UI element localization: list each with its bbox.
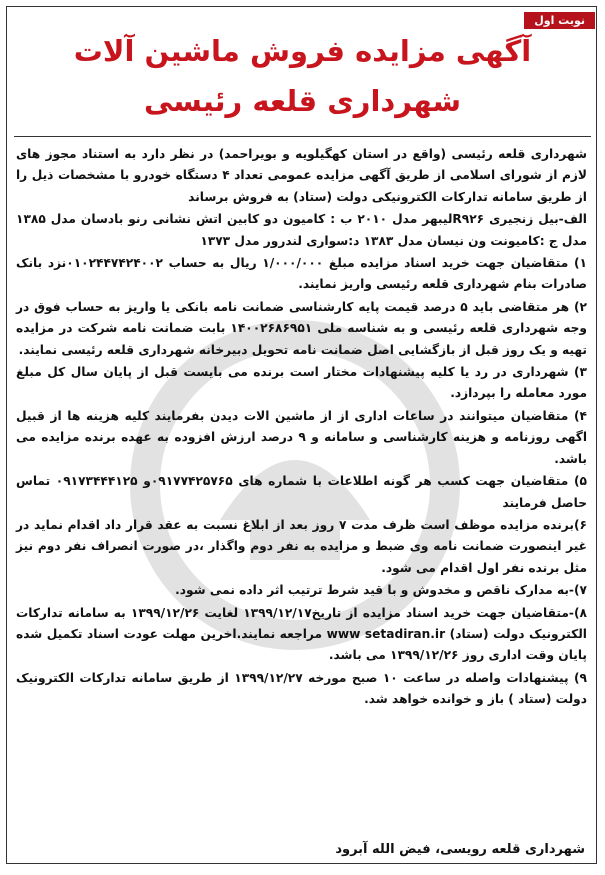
clause-3: ۳) شهرداری در رد یا کلیه پیشنهادات مختار است برنده می بایست قبل از پایان سال کل مبلغ مورد معامله را بپردازد. (16, 365, 587, 401)
municipality-title: شهرداری قلعه رئیسی (143, 84, 462, 118)
clause-8: ۸)-متقاضیان جهت خرید اسناد مزایده از تاریخ۱۳۹۹/۱۲/۱۷ لغایت ۱۳۹۹/۱۲/۲۶ به سامانه تدارکات الکترونیک دولت (ستاد) www setadiran.ir مراجعه نمایند.اخرین مهلت عودت اسناد تکمیل شده پایان وقت اداری روز ۱۳۹۹/۱۲/۲۶ می باشد. (16, 605, 587, 663)
clause-9: ۹) پیشنهادات واصله در ساعت ۱۰ صبح مورخه ۱۳۹۹/۱۲/۲۷ از طریق سامانه تدارکات الکترونیک دولت (ستاد ) باز و خوانده خواهد شد. (16, 670, 587, 707)
notice-title: آگهی مزایده فروش ماشین آلات (73, 34, 532, 68)
clause-5: ۵) متقاضیان جهت کسب هر گونه اطلاعات با شماره های ۰۹۱۷۷۴۲۵۷۶۵و ۰۹۱۷۳۴۴۴۱۲۵ تماس حاصل فرمایند (16, 474, 587, 510)
clause-2: ۲) هر متقاضی باید ۵ درصد قیمت پایه کارشناسی ضمانت نامه بانکی یا واریز به حساب فوق در وجه شهرداری قلعه رئیسی و به شناسه ملی ۱۴۰۰۲۶۸۶۹۵۱ بابت ضمانت نامه شرکت در مزایده تهیه و یک روز قبل از بازگشایی اصل ضمانت نامه تحویل دبیرخانه شهرداری قلعه رئیسی نمایند. (16, 299, 587, 357)
clause-6: ۶)برنده مزایده موظف است ظرف مدت ۷ روز بعد از ابلاغ نسبت به عقد قرار داد اقدام نماید در غیر اینصورت ضمانت نامه وی ضبط و مزایده به نفر دوم واگذار ،در صورت انصراف نفر دوم نیز مثل برنده نفر اول اقدام می شود. (16, 517, 587, 575)
vehicle-list: الف-بیل زنجیری R۹۲۶لیبهر مدل ۲۰۱۰ ب : کامیون دو کابین اتش نشانی رنو بادسان مدل ۱۳۸۵ مدل ج :کامیونت ون نیسان مدل ۱۳۸۳ د:سواری لندرور مدل ۱۳۷۳ (16, 212, 587, 248)
clause-1: ۱) متقاضیان جهت خرید اسناد مزایده مبلغ ۱/۰۰۰/۰۰۰ ریال به حساب ۰۱۰۲۴۴۷۴۲۴۰۰۲نزد بانک صادرات بنام شهرداری قلعه رئیسی واریز نمایند. (16, 256, 587, 292)
notice-body (16, 144, 587, 712)
signature-footer: شهرداری قلعه رویسی، فیض الله آبرود (335, 842, 585, 857)
intro-paragraph: شهرداری قلعه رئیسی (واقع در استان کهگیلویه و بویراحمد) در نظر دارد به استناد مجوز های لازم از شورای اسلامی از طریق آگهی مزایده عمومی تعداد ۴ دستگاه خودرو با مشخصات ذیل را از طریق سامانه تدارکات الکترونیکی دولت (ستاد) به فروش برساند (16, 147, 588, 204)
header-divider (14, 136, 591, 137)
clause-7: ۷)-به مدارک ناقص و مخدوش و با قید شرط ترتیب اثر داده نمی شود. (175, 583, 587, 598)
clause-4: ۴) متقاضیان میتوانند در ساعات اداری از از ماشین الات دیدن بفرمایند کلیه هزینه ها از قبیل اگهی روزنامه و هزینه کارشناسی و سامانه و ۹ درصد ارزش افزوده به عهده برنده مزایده می باشد. (16, 408, 588, 466)
notice-round-tag: نوبت اول (524, 12, 595, 29)
